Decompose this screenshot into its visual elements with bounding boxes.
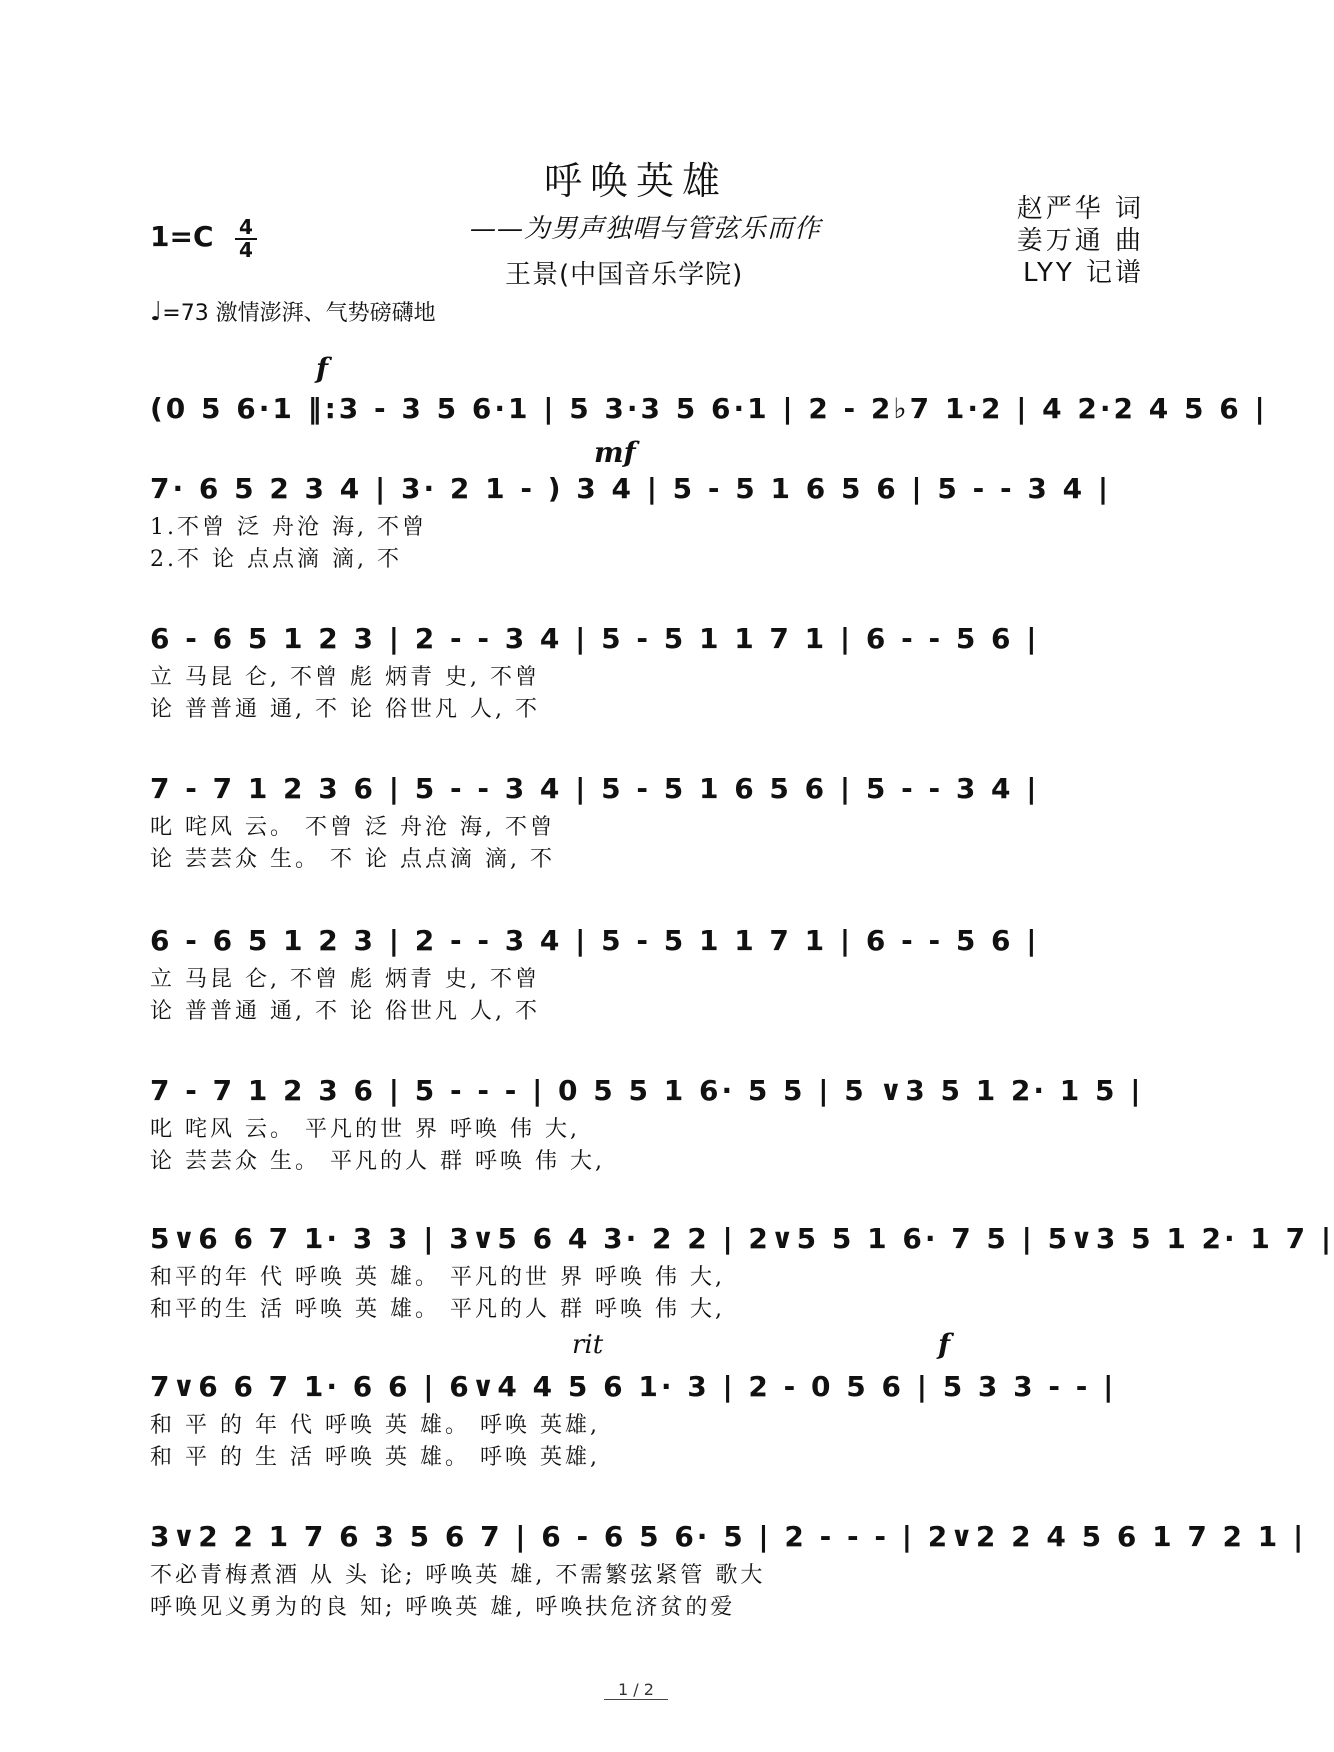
lyric-line-9-verse-1: 不必青梅煮酒 从 头 论; 呼唤英 雄, 不需繁弦紧管 歌大 <box>150 1563 766 1588</box>
song-subtitle: ——为男声独唱与管弦乐而作 <box>470 214 822 244</box>
lyric-line-7-verse-1: 和平的年 代 呼唤 英 雄。 平凡的世 界 呼唤 伟 大, <box>150 1265 725 1290</box>
tempo-text: =73 激情澎湃、气势磅礴地 <box>162 301 436 326</box>
notation-line-4: 7 - 7 1 2 3 6 | 5 - - 3 4 | 5 - 5 1 6 5 6 | 5 - - 3 4 | <box>150 772 1040 805</box>
lyric-line-3-verse-2: 论 普普通 通, 不 论 俗世凡 人, 不 <box>150 697 540 722</box>
notation-line-2: 7· 6 5 2 3 4 | 3· 2 1 - ) 3 4 | 5 - 5 1 6 5 6 | 5 - - 3 4 | <box>150 472 1112 505</box>
notation-line-5: 6 - 6 5 1 2 3 | 2 - - 3 4 | 5 - 5 1 1 7 1 | 6 - - 5 6 | <box>150 924 1040 957</box>
tempo-marking <box>150 296 436 327</box>
lyric-line-7-verse-2: 和平的生 活 呼唤 英 雄。 平凡的人 群 呼唤 伟 大, <box>150 1297 725 1322</box>
notation-line-6: 7 - 7 1 2 3 6 | 5 - - - | 0 5 5 1 6· 5 5 | 5 ∨3 5 1 2· 1 5 | <box>150 1074 1144 1107</box>
singer-credit: 王景(中国音乐学院) <box>505 260 744 290</box>
lyric-line-5-verse-1: 立 马昆 仑, 不曾 彪 炳青 史, 不曾 <box>150 967 540 992</box>
lyric-line-8-verse-2: 和 平 的 生 活 呼唤 英 雄。 呼唤 英雄, <box>150 1445 600 1470</box>
song-title: 呼唤英雄 <box>543 159 728 203</box>
lyric-line-8-verse-1: 和 平 的 年 代 呼唤 英 雄。 呼唤 英雄, <box>150 1413 600 1438</box>
notation-line-1: (0 5 6·1 ‖:3 - 3 5 6·1 | 5 3·3 5 6·1 | 2 - 2♭7 1·2 | 4 2·2 4 5 6 | <box>150 392 1268 425</box>
lyric-line-6-verse-1: 叱 咤风 云。 平凡的世 界 呼唤 伟 大, <box>150 1117 580 1142</box>
dynamic-forte-2: f <box>938 1328 951 1361</box>
notation-line-7: 5∨6 6 7 1· 3 3 | 3∨5 6 4 3· 2 2 | 2∨5 5 1 6· 7 5 | 5∨3 5 1 2· 1 7 | <box>150 1222 1334 1255</box>
notation-line-8: 7∨6 6 7 1· 6 6 | 6∨4 4 5 6 1· 3 | 2 - 0 5 6 | 5 3 3 - - | <box>150 1370 1117 1403</box>
time-signature-bottom: 4 <box>239 238 253 262</box>
transcriber-credit: LYY 记谱 <box>1022 258 1144 288</box>
lyric-line-2-verse-1: 1.不曾 泛 舟沧 海, 不曾 <box>150 515 427 540</box>
lyric-line-5-verse-2: 论 普普通 通, 不 论 俗世凡 人, 不 <box>150 999 540 1024</box>
ritardando-mark: rit <box>572 1330 604 1360</box>
dynamic-forte: f <box>316 352 329 385</box>
quarter-note-icon: ♩ <box>150 297 163 327</box>
notation-line-3: 6 - 6 5 1 2 3 | 2 - - 3 4 | 5 - 5 1 1 7 1 | 6 - - 5 6 | <box>150 622 1040 655</box>
dynamic-mezzo-forte: mf <box>594 436 636 469</box>
page-number-text: 1 / 2 <box>604 1680 668 1700</box>
lyric-line-9-verse-2: 呼唤见义勇为的良 知; 呼唤英 雄, 呼唤扶危济贫的爱 <box>150 1595 736 1620</box>
lyric-line-2-verse-2: 2.不 论 点点滴 滴, 不 <box>150 547 402 572</box>
key-signature: 1=C <box>150 220 214 253</box>
time-signature <box>234 215 258 262</box>
time-signature-top: 4 <box>239 215 253 239</box>
page-number <box>0 1680 1272 1699</box>
lyric-line-3-verse-1: 立 马昆 仑, 不曾 彪 炳青 史, 不曾 <box>150 665 540 690</box>
lyric-line-4-verse-2: 论 芸芸众 生。 不 论 点点滴 滴, 不 <box>150 847 555 872</box>
lyricist-credit: 赵严华 词 <box>1016 194 1144 224</box>
lyric-line-4-verse-1: 叱 咤风 云。 不曾 泛 舟沧 海, 不曾 <box>150 815 555 840</box>
composer-credit: 姜万通 曲 <box>1016 226 1144 256</box>
notation-line-9: 3∨2 2 1 7 6 3 5 6 7 | 6 - 6 5 6· 5 | 2 - - - | 2∨2 2 4 5 6 1 7 2 1 | <box>150 1520 1307 1553</box>
lyric-line-6-verse-2: 论 芸芸众 生。 平凡的人 群 呼唤 伟 大, <box>150 1149 605 1174</box>
